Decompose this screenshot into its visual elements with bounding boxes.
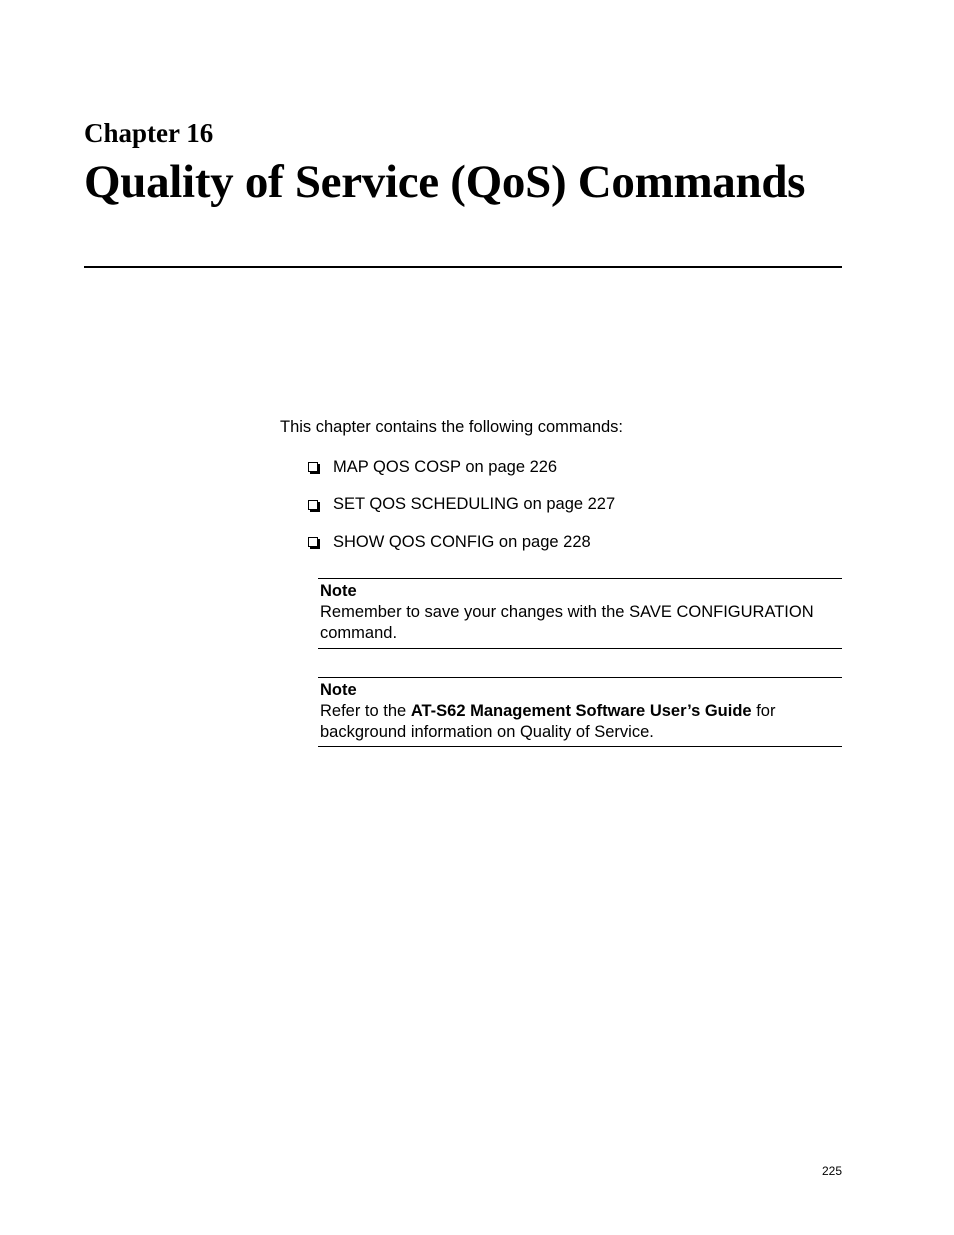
note-body: Remember to save your changes with the SAVE CONFIGURATION command. xyxy=(320,603,814,642)
checkbox-bullet-icon xyxy=(308,500,318,510)
intro-text: This chapter contains the following commands: xyxy=(280,418,624,436)
list-item[interactable] xyxy=(308,456,615,478)
chapter-title: Quality of Service (QoS) Commands xyxy=(84,156,806,208)
list-item[interactable] xyxy=(308,531,615,553)
command-link[interactable]: SHOW QOS CONFIG on page 228 xyxy=(333,532,591,551)
command-list xyxy=(308,456,615,569)
page-number: 225 xyxy=(821,1164,842,1178)
note-body-prefix: Refer to the xyxy=(320,702,411,720)
chapter-label: Chapter 16 xyxy=(84,118,214,148)
note-heading: Note xyxy=(320,582,357,600)
checkbox-bullet-icon xyxy=(308,537,318,547)
note-body xyxy=(320,701,842,743)
note-save-config xyxy=(318,578,842,649)
command-link[interactable]: SET QOS SCHEDULING on page 227 xyxy=(333,495,616,513)
guide-title: AT-S62 Management Software User’s Guide xyxy=(410,702,752,720)
note-reference xyxy=(318,677,842,747)
list-item[interactable] xyxy=(308,494,615,516)
note-heading: Note xyxy=(320,681,357,699)
checkbox-bullet-icon xyxy=(308,462,318,472)
command-link[interactable]: MAP QOS COSP on page 226 xyxy=(333,457,558,476)
note-body-suffix: for background information on Quality of Service. xyxy=(320,702,776,741)
title-divider xyxy=(84,266,842,268)
